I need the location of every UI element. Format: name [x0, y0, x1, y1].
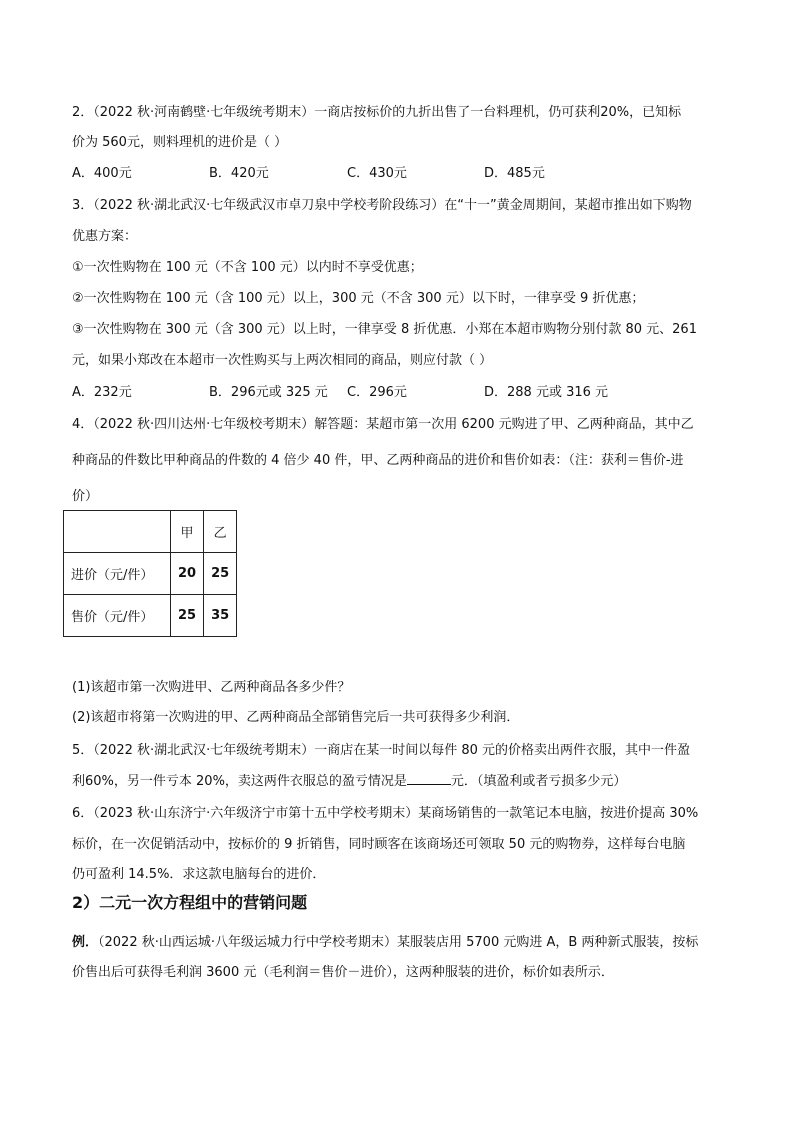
- q3-option-d: D．288 元或 316 元: [484, 385, 609, 400]
- price-table-header-row: [64, 511, 237, 553]
- table-row: [64, 553, 237, 595]
- answer-blank[interactable]: [407, 772, 451, 785]
- q3-option-a: A．232元: [72, 385, 132, 400]
- q3-option-b: B．296元或 325 元: [209, 385, 328, 400]
- q6-line-3: 仍可盈利 14.5%．求这款电脑每台的进价．: [72, 867, 326, 882]
- q3-line-3: ①一次性购物在 100 元（不含 100 元）以内时不享受优惠；: [72, 260, 423, 275]
- example-line-2: 价售出后可获得毛利润 3600 元（毛利润＝售价－进价），这两种服装的进价，标价如表所示．: [72, 965, 614, 980]
- q3-line-6: 元，如果小郑改在本超市一次性购买与上两次相同的商品，则应付款（ ）: [72, 353, 493, 368]
- q2-option-a: A．400元: [72, 166, 132, 181]
- q6-line-2: 标价，在一次促销活动中，按标价的 9 折销售，同时顾客在该商场还可领取 50 元的购物券，这样每台电脑: [72, 837, 686, 852]
- example-lead: 例．: [72, 935, 99, 950]
- price-table: [63, 510, 237, 637]
- q5-line-2: [72, 772, 626, 791]
- q3-option-c: C．296元: [347, 385, 407, 400]
- q2-line-1: 2．（2022 秋·河南鹤壁·七年级统考期末）一商店按标价的九折出售了一台料理机，仍可获利20%，已知标: [72, 105, 682, 120]
- table-header-empty: [64, 511, 171, 553]
- q3-line-5: ③一次性购物在 300 元（含 300 元）以上时，一律享受 8 折优惠．小郑在本超市购物分别付款 80 元、261: [72, 322, 697, 337]
- q5-line-2-end: 元．（填盈利或者亏损多少元）: [450, 774, 627, 789]
- q2-option-b: B．420元: [209, 166, 269, 181]
- q3-line-1: 3．（2022 秋·湖北武汉·七年级武汉市卓刀泉中学校考阶段练习）在“十一”黄金周期间，某超市推出如下购物: [72, 198, 692, 213]
- q2-option-d: D．485元: [484, 166, 545, 181]
- table-row-label: 售价（元/件）: [64, 595, 171, 637]
- q3-line-4: ②一次性购物在 100 元（含 100 元）以上，300 元（不含 300 元）以下时，一律享受 9 折优惠；: [72, 291, 645, 306]
- q4-line-3: 价）: [72, 489, 99, 504]
- table-cell: 25: [171, 595, 204, 637]
- q5-line-2-start: 利60%，另一件亏本 20%，卖这两件衣服总的盈亏情况是: [72, 774, 407, 789]
- table-header-yi: 乙: [204, 511, 237, 553]
- q3-line-2: 优惠方案：: [72, 229, 138, 244]
- q4-sub-1: (1)该超市第一次购进甲、乙两种商品各多少件？: [72, 680, 351, 695]
- table-header-jia: 甲: [171, 511, 204, 553]
- q5-line-1: 5．（2022 秋·湖北武汉·七年级统考期末）一商店在某一时间以每件 80 元的价格卖出两件衣服，其中一件盈: [72, 743, 691, 758]
- q4-line-2: 种商品的件数比甲种商品的件数的 4 倍少 40 件，甲、乙两种商品的进价和售价如表：（注：获利＝售价-进: [72, 453, 684, 468]
- example-line-1-text: （2022 秋·山西运城·八年级运城力行中学校考期末）某服装店用 5700 元购进 A，B 两种新式服装，按标: [98, 935, 699, 950]
- table-cell: 20: [171, 553, 204, 595]
- q2-line-2: 价为 560元，则料理机的进价是（ ）: [72, 135, 288, 150]
- q6-line-1: 6．（2023 秋·山东济宁·六年级济宁市第十五中学校考期末）某商场销售的一款笔记本电脑，按进价提高 30%: [72, 806, 699, 821]
- q4-sub-2: (2)该超市将第一次购进的甲、乙两种商品全部销售完后一共可获得多少利润．: [72, 710, 520, 725]
- example-line-1: [72, 934, 698, 952]
- table-row: [64, 595, 237, 637]
- q2-option-c: C．430元: [347, 166, 407, 181]
- q4-line-1: 4．（2022 秋·四川达州·七年级校考期末）解答题：某超市第一次用 6200 元购进了甲、乙两种商品，其中乙: [72, 417, 694, 432]
- table-cell: 25: [204, 553, 237, 595]
- table-row-label: 进价（元/件）: [64, 553, 171, 595]
- table-cell: 35: [204, 595, 237, 637]
- section-title: 2）二元一次方程组中的营销问题: [72, 893, 308, 912]
